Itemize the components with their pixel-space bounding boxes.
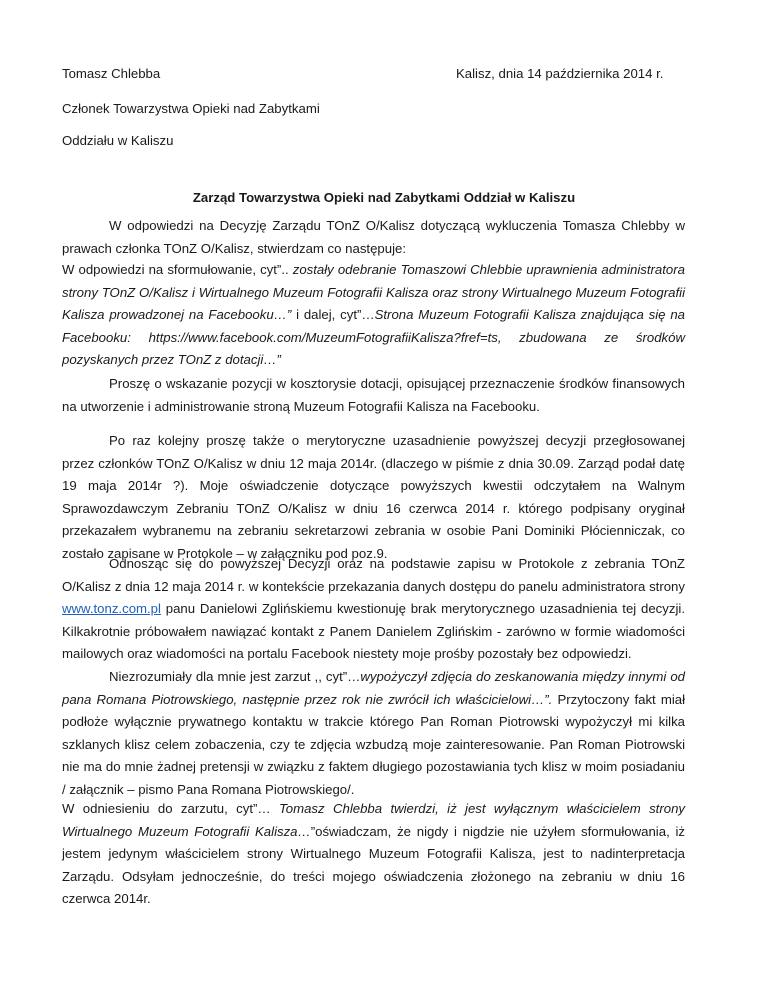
p2-middle: i dalej, cyt”… [291,307,375,322]
author-name: Tomasz Chlebba [62,66,161,81]
author-role: Członek Towarzystwa Opieki nad Zabytkami [62,101,320,116]
p2-prefix: W odpowiedzi na sformułowanie, cyt”.. [62,262,293,277]
author-branch: Oddziału w Kaliszu [62,133,174,148]
p7-quote: Tomasz Chlebba twierdzi, iż jest wyłącznym właścicielem strony Wirtualnego Muzeum Fotografii Kalisza… [62,801,686,839]
p6-prefix: Niezrozumiały dla mnie jest zarzut ,, cyt”… [109,669,361,684]
p6-rest: Przytoczony fakt miał podłoże wyłącznie prywatnego kontaktu w trakcie którego Pan Roman Piotrowski wypożyczył mi kilka szklanych klisz celem zobaczenia, czy te zdjęcia wzbudzą moje zainteresowanie. Pan Roman Piotrowski nie ma do mnie żadnej pretensji w związku z faktem długiego pozostawiania tych klisz w moim posiadaniu / załącznik – pismo Pana Romana Piotrowskiego/. [62,691,686,797]
addressee-title: Zarząd Towarzystwa Opieki nad Zabytkami Oddział w Kaliszu [192,190,576,205]
paragraph-5 [62,553,685,666]
p7-rest: ”oświadczam, że nigdy i nigdzie nie użyłem sformułowania, iż jestem jedynym właścicielem strony Wirtualnego Muzeum Fotografii Kalisza, jest to nadinterpretacja Zarządu. Odsyłam jednocześnie, do treści mojego oświadczenia złożonego na zebraniu w dniu 16 czerwca 2014r. [62,823,685,906]
p2-quote2: Strona Muzeum Fotografii Kalisza znajdująca się na Facebooku: https://www.facebook.com/MuzeumFotografiiKalisza?fref=ts, zbudowana ze środków pozyskanych przez TOnZ z dotacji…” [62,307,685,367]
paragraph-4: Po raz kolejny proszę także o merytoryczne uzasadnienie powyższej decyzji przegłosowanej przez członków TOnZ O/Kalisz w dniu 12 maja 2014r. (dlaczego w piśmie z dnia 30.09. Zarząd podał datę 19 maja 2014r ?). Moje oświadczenie dotyczące powyższych kwestii odczytałem na Walnym Sprawozdawczym Zebraniu TOnZ O/Kalisz w dniu 16 czerwca 2014 r. którego podpisany oryginał przekazałem wybranemu na zebraniu sekretarzowi zebrania w osobie Pani Dominiki Płócienniczak, co zostało zapisane w Protokole – w załączniku pod poz.9. [62,433,685,561]
paragraph-2 [62,259,685,372]
p5-text-after: panu Danielowi Zglińskiemu kwestionuję brak merytorycznego uzasadnienia tej decyzji. Kilkakrotnie próbowałem nawiązać kontakt z Panem Danielem Zglińskim - zarówno w formie wiadomości mailowych oraz wiadomości na portalu Facebook niestety moje prośby pozostały bez odpowiedzi. [62,601,685,661]
p2-quote: zostały odebranie Tomaszowi Chlebbie uprawnienia administratora strony TOnZ O/Kalisz i Wirtualnego Muzeum Fotografii Kalisza oraz strony Wirtualnego Muzeum Fotografii Kalisza prowadzonej na Facebooku…” [62,262,685,322]
paragraph-1: W odpowiedzi na Decyzję Zarządu TOnZ O/Kalisz dotyczącą wykluczenia Tomasza Chlebby w prawach członka TOnZ O/Kalisz, stwierdzam co następuje: [62,218,685,256]
place-date: Kalisz, dnia 14 października 2014 r. [456,66,664,81]
p5-text-before: Odnosząc się do powyższej Decyzji oraz na podstawie zapisu w Protokole z zebrania TOnZ O/Kalisz z dnia 12 maja 2014 r. w kontekście przekazania danych dostępu do panelu administratora strony [62,556,685,594]
p7-prefix: W odniesieniu do zarzutu, cyt”… [62,801,279,816]
p6-quote: wypożyczył zdjęcia do zeskanowania między innymi od pana Romana Piotrowskiego, następnie przez rok nie zwrócił ich właścicielowi…”. [62,669,685,707]
paragraph-7 [62,798,685,911]
tonz-website-link[interactable]: www.tonz.com.pl [62,601,161,616]
paragraph-6 [62,666,685,801]
paragraph-3: Proszę o wskazanie pozycji w kosztorysie dotacji, opisującej przeznaczenie środków finansowych na utworzenie i administrowanie stroną Muzeum Fotografii Kalisza na Facebooku. [62,376,685,414]
